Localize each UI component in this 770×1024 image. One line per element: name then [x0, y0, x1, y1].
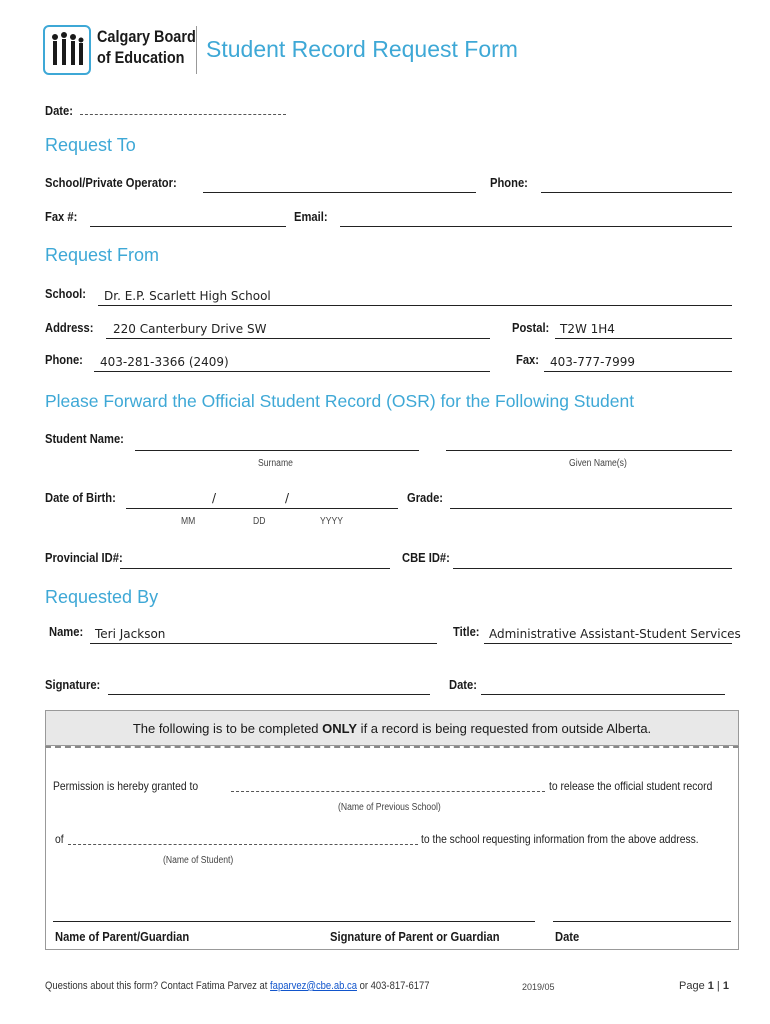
signature-field[interactable] [108, 694, 430, 695]
request-to-heading: Request To [45, 135, 136, 155]
requester-name-field[interactable] [90, 643, 437, 644]
cbe-id-label: CBE ID#: [402, 550, 450, 565]
provincial-id-field[interactable] [120, 568, 390, 569]
grade-label: Grade: [407, 490, 444, 505]
page-total: 1 [722, 980, 729, 992]
parent-name-field[interactable] [53, 921, 311, 922]
requester-date-field[interactable] [481, 694, 725, 695]
fax-label: Fax #: [45, 209, 78, 224]
requester-title-field[interactable] [484, 643, 732, 644]
fax-field[interactable] [90, 226, 286, 227]
outside-alberta-box [45, 746, 739, 950]
request-to-phone-label: Phone: [490, 175, 528, 190]
footer-page-number [679, 980, 729, 992]
school-operator-field[interactable] [203, 192, 476, 193]
banner-text-only: ONLY [322, 721, 358, 736]
footer-email-link[interactable]: faparvez@cbe.ab.ca [270, 980, 357, 992]
parent-signature-field[interactable] [311, 921, 535, 922]
logo-people-icon [43, 25, 91, 75]
banner-text-after: if a record is being requested from outside Alberta. [357, 721, 652, 736]
from-school-field[interactable] [98, 305, 732, 306]
requester-date-label: Date: [449, 677, 477, 692]
footer-contact [45, 980, 430, 992]
from-postal-label: Postal: [512, 320, 550, 335]
page-separator: | [713, 980, 723, 992]
yyyy-caption: YYYY [320, 516, 343, 527]
from-postal-value: T2W 1H4 [560, 322, 615, 336]
from-school-label: School: [45, 286, 86, 301]
dob-slash-1: / [212, 491, 217, 505]
from-fax-value: 403-777-7999 [550, 355, 636, 369]
requester-name-value: Teri Jackson [95, 627, 166, 641]
mm-caption: MM [181, 516, 196, 527]
from-fax-field[interactable] [544, 371, 732, 372]
dob-slash-2: / [285, 491, 290, 505]
from-phone-label: Phone: [45, 352, 83, 367]
from-phone-field[interactable] [94, 371, 490, 372]
permission-text: Permission is hereby granted to [53, 779, 199, 793]
banner-text-before: The following is to be completed [132, 721, 323, 736]
requested-by-heading: Requested By [45, 587, 159, 607]
request-from-heading: Request From [45, 245, 160, 265]
signature-label: Signature: [45, 677, 101, 692]
dob-field[interactable] [126, 508, 398, 509]
student-given-field[interactable] [446, 450, 732, 451]
parent-date-label: Date [555, 929, 580, 944]
student-name-label: Student Name: [45, 431, 124, 446]
dob-label: Date of Birth: [45, 490, 116, 505]
date-label: Date: [45, 103, 73, 118]
requester-name-label: Name: [49, 624, 84, 639]
from-address-label: Address: [45, 320, 94, 335]
release-text: to release the official student record [549, 779, 713, 793]
school-operator-label: School/Private Operator: [45, 175, 177, 190]
student-name-permission-field[interactable] [68, 844, 418, 845]
dd-caption: DD [253, 516, 266, 527]
grade-field[interactable] [450, 508, 732, 509]
outside-alberta-banner-text [46, 721, 738, 736]
previous-school-caption: (Name of Previous School) [338, 802, 441, 813]
surname-caption: Surname [258, 458, 293, 469]
requesting-text: to the school requesting information from the above address. [421, 832, 699, 846]
logo-text-line2: of Education [97, 48, 185, 67]
cbe-id-field[interactable] [453, 568, 732, 569]
email-label: Email: [294, 209, 328, 224]
email-field[interactable] [340, 226, 732, 227]
given-names-caption: Given Name(s) [569, 458, 627, 469]
student-surname-field[interactable] [135, 450, 419, 451]
student-heading: Please Forward the Official Student Record (OSR) for the Following Student [45, 391, 635, 411]
from-school-value: Dr. E.P. Scarlett High School [104, 289, 271, 303]
request-to-phone-field[interactable] [541, 192, 732, 193]
logo [43, 25, 195, 75]
of-text: of [55, 832, 64, 846]
student-name-caption: (Name of Student) [163, 855, 234, 866]
page-label: Page [679, 980, 708, 992]
requester-title-value: Administrative Assistant-Student Services [489, 627, 741, 641]
outside-alberta-banner [45, 710, 739, 746]
from-address-field[interactable] [106, 338, 490, 339]
header-divider [196, 26, 197, 74]
footer-phone-text: or 403-817-6177 [356, 980, 430, 992]
parent-name-label: Name of Parent/Guardian [55, 929, 190, 944]
from-postal-field[interactable] [555, 338, 732, 339]
previous-school-field[interactable] [231, 791, 545, 792]
parent-signature-label: Signature of Parent or Guardian [330, 929, 500, 944]
from-fax-label: Fax: [516, 352, 539, 367]
parent-date-field[interactable] [553, 921, 731, 922]
footer-question-text: Questions about this form? Contact Fatima Parvez at [45, 980, 271, 992]
from-address-value: 220 Canterbury Drive SW [113, 322, 267, 336]
date-field[interactable] [80, 114, 286, 115]
page-current: 1 [707, 980, 714, 992]
page-title: Student Record Request Form [206, 36, 518, 62]
footer-version: 2019/05 [522, 982, 555, 992]
requester-title-label: Title: [453, 624, 480, 639]
from-phone-value: 403-281-3366 (2409) [100, 355, 229, 369]
provincial-id-label: Provincial ID#: [45, 550, 123, 565]
logo-text-line1: Calgary Board [97, 27, 196, 46]
